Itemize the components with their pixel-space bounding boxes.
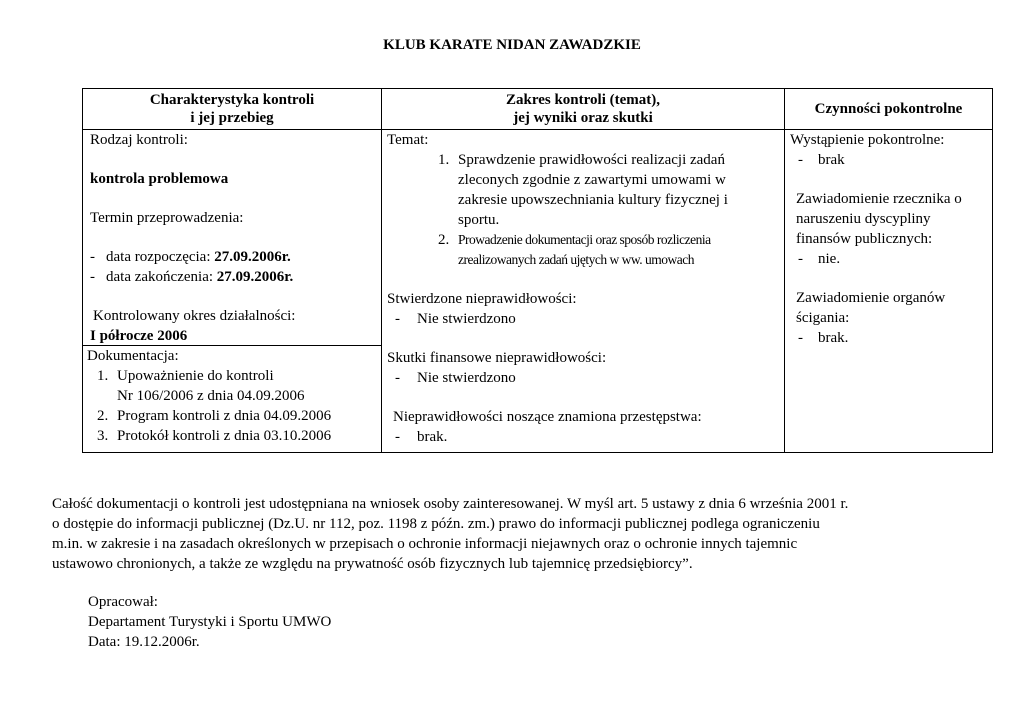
header-col2 bbox=[382, 89, 784, 129]
org-row bbox=[790, 328, 990, 348]
paragraph-line-4: ustawowo chronionych, a także ze względu na prywatność osób fizycznych lub tajemnicę przedsiębiorcy”. bbox=[52, 556, 693, 572]
przest-value: brak. bbox=[417, 429, 448, 445]
wyst-label: Wystąpienie pokontrolne: bbox=[790, 132, 945, 148]
dokumentacja-label: Dokumentacja: bbox=[87, 348, 179, 364]
przest-label: Nieprawidłowości noszące znamiona przestępstwa: bbox=[393, 409, 702, 425]
stw-value: Nie stwierdzono bbox=[417, 311, 516, 327]
col2 bbox=[387, 130, 782, 447]
temat-item-1 bbox=[387, 150, 782, 170]
header-col1-line1: Charakterystyka kontroli bbox=[149, 92, 315, 108]
stw-row bbox=[387, 309, 782, 329]
zaw-line2: naruszeniu dyscypliny bbox=[796, 211, 931, 227]
header-col1 bbox=[83, 89, 381, 129]
header-col1-line2: i jej przebieg bbox=[190, 110, 274, 126]
dok-item-1-num: 1. bbox=[97, 368, 109, 384]
signature-block bbox=[88, 592, 331, 652]
dash: - bbox=[395, 311, 400, 327]
start-date-label: data rozpoczęcia: bbox=[106, 249, 215, 265]
temat-item-2-line1: Prowadzenie dokumentacji oraz sposób rozliczenia bbox=[458, 232, 711, 247]
end-date-row bbox=[90, 267, 378, 287]
dok-item-3 bbox=[87, 426, 377, 446]
dok-item-3-text: Protokół kontroli z dnia 03.10.2006 bbox=[117, 428, 332, 444]
temat-item-1-num: 1. bbox=[438, 152, 450, 168]
disclosure-paragraph bbox=[52, 494, 982, 574]
dok-item-1 bbox=[87, 366, 377, 386]
zaw-value: nie. bbox=[818, 251, 841, 267]
end-date-label: data zakończenia: bbox=[106, 269, 217, 285]
start-date-value: 27.09.2006r. bbox=[214, 249, 291, 265]
dok-item-3-num: 3. bbox=[97, 428, 109, 444]
col1-top bbox=[90, 130, 378, 346]
termin-label: Termin przeprowadzenia: bbox=[90, 210, 244, 226]
start-date-row bbox=[90, 247, 378, 267]
wyst-row bbox=[790, 150, 990, 170]
dash: - bbox=[90, 269, 95, 285]
document-title: KLUB KARATE NIDAN ZAWADZKIE bbox=[383, 37, 641, 53]
skutki-row bbox=[387, 368, 782, 388]
header-col3 bbox=[785, 89, 992, 129]
paragraph-line-1: Całość dokumentacji o kontroli jest udostępniana na wniosek osoby zainteresowanej. W myśl art. 5 ustawy z dnia 6 września 2001 r. bbox=[52, 496, 849, 512]
col1-bottom bbox=[87, 346, 377, 446]
dash: - bbox=[798, 330, 803, 346]
temat-label: Temat: bbox=[387, 132, 429, 148]
okres-value: I półrocze 2006 bbox=[90, 328, 188, 344]
dash: - bbox=[90, 249, 95, 265]
signature-line-2: Departament Turystyki i Sportu UMWO bbox=[88, 614, 332, 630]
temat-item-2-num: 2. bbox=[438, 232, 450, 248]
table-divider-2 bbox=[784, 89, 785, 452]
stw-label: Stwierdzone nieprawidłowości: bbox=[387, 291, 577, 307]
temat-item-2-line2: zrealizowanych zadań ujętych w ww. umowach bbox=[458, 252, 695, 267]
zaw-line1: Zawiadomienie rzecznika o bbox=[796, 191, 962, 207]
skutki-label: Skutki finansowe nieprawidłowości: bbox=[387, 350, 607, 366]
dok-item-2 bbox=[87, 406, 377, 426]
control-table bbox=[82, 88, 993, 453]
signature-line-1: Opracował: bbox=[88, 594, 158, 610]
dok-item-1-text: Upoważnienie do kontroli bbox=[117, 368, 274, 384]
signature-line-3: Data: 19.12.2006r. bbox=[88, 634, 200, 650]
paragraph-line-2: o dostępie do informacji publicznej (Dz.U. nr 112, poz. 1198 z późn. zm.) prawo do informacji publicznej podlega ograniczeniu bbox=[52, 516, 820, 532]
temat-item-1-line4: sportu. bbox=[458, 212, 500, 228]
rodzaj-value: kontrola problemowa bbox=[90, 171, 229, 187]
dash: - bbox=[798, 152, 803, 168]
temat-item-1-line2: zleconych zgodnie z zawartymi umowami w bbox=[458, 172, 726, 188]
okres-label: Kontrolowany okres działalności: bbox=[93, 308, 296, 324]
przest-row bbox=[387, 427, 782, 447]
rodzaj-label: Rodzaj kontroli: bbox=[90, 132, 188, 148]
dok-item-2-text: Program kontroli z dnia 04.09.2006 bbox=[117, 408, 332, 424]
org-line1: Zawiadomienie organów bbox=[796, 290, 946, 306]
dash: - bbox=[395, 429, 400, 445]
paragraph-line-3: m.in. w zakresie i na zasadach określonych w przepisach o ochronie informacji niejawnych oraz o ochronie innych tajemnic bbox=[52, 536, 798, 552]
zaw-row bbox=[790, 249, 990, 269]
dash: - bbox=[395, 370, 400, 386]
dok-item-1-line2: Nr 106/2006 z dnia 04.09.2006 bbox=[117, 388, 305, 404]
org-value: brak. bbox=[818, 330, 849, 346]
header-col3-label: Czynności pokontrolne bbox=[814, 101, 963, 117]
temat-item-2 bbox=[387, 230, 782, 250]
wyst-value: brak bbox=[818, 152, 845, 168]
dok-item-2-num: 2. bbox=[97, 408, 109, 424]
temat-item-1-line3: zakresie upowszechniania kultury fizycznej i bbox=[458, 192, 728, 208]
temat-item-1-line1: Sprawdzenie prawidłowości realizacji zadań bbox=[458, 152, 725, 168]
zaw-line3: finansów publicznych: bbox=[796, 231, 933, 247]
org-line2: ścigania: bbox=[796, 310, 850, 326]
col3 bbox=[790, 130, 990, 348]
table-divider-1 bbox=[381, 89, 382, 452]
skutki-value: Nie stwierdzono bbox=[417, 370, 516, 386]
header-col2-line1: Zakres kontroli (temat), bbox=[505, 92, 660, 108]
header-col2-line2: jej wyniki oraz skutki bbox=[513, 110, 653, 126]
end-date-value: 27.09.2006r. bbox=[216, 269, 294, 285]
dash: - bbox=[798, 251, 803, 267]
